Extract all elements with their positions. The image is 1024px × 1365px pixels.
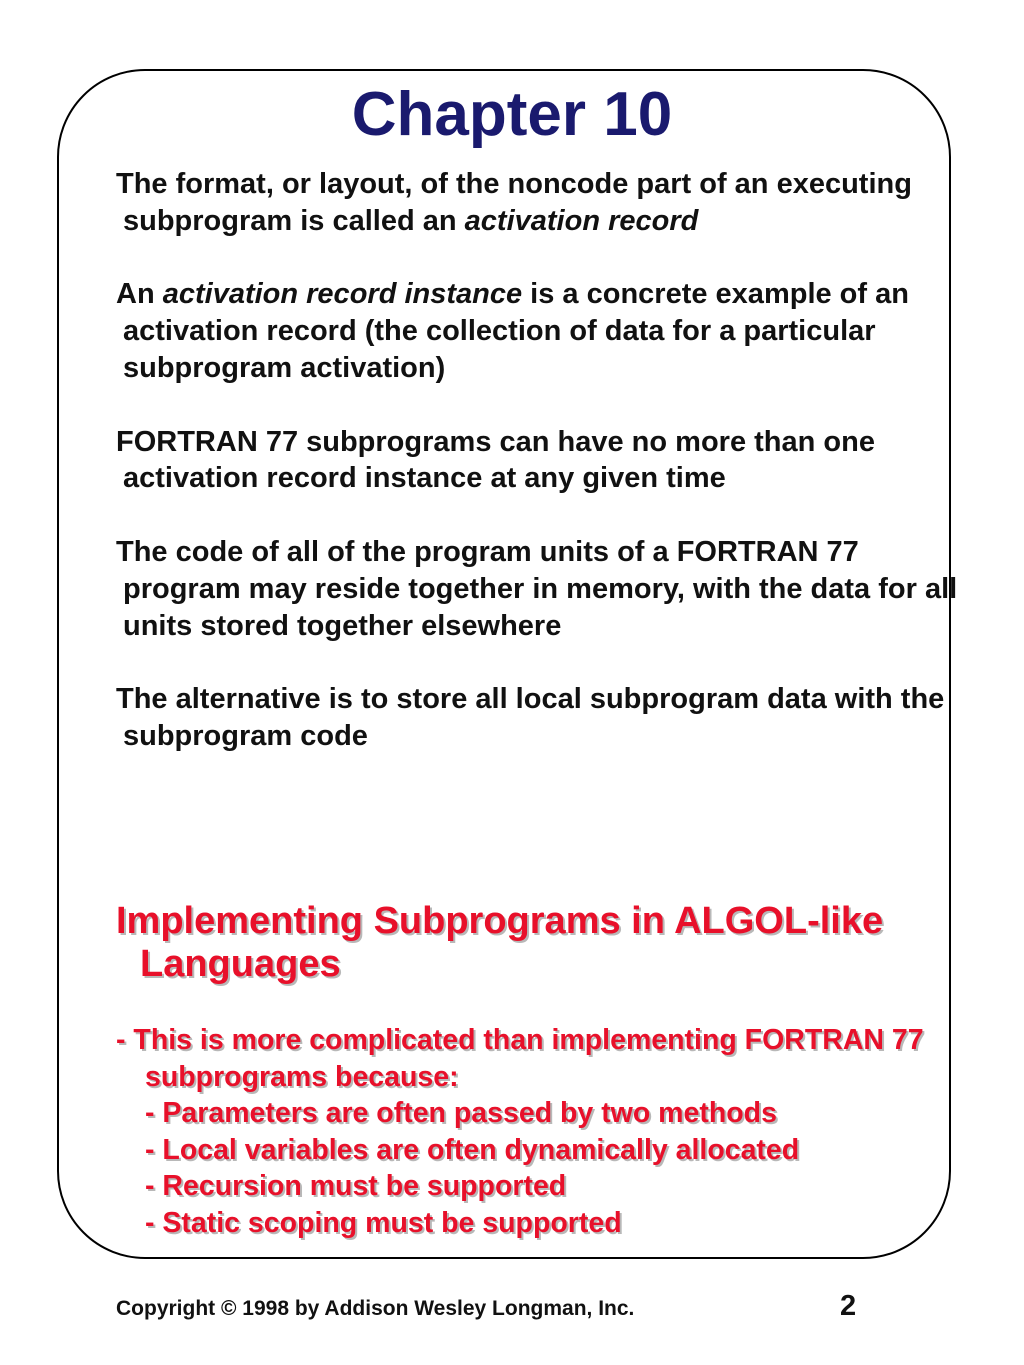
section-heading: Implementing Subprograms in ALGOL-like Languages xyxy=(116,900,884,985)
list-item: - Local variables are often dynamically allocated xyxy=(145,1133,800,1166)
reasons-list xyxy=(116,1095,966,1241)
list-item: - Parameters are often passed by two methods xyxy=(145,1097,777,1129)
algol-section xyxy=(116,900,966,1241)
term-activation-record: activation record xyxy=(464,204,699,237)
section-lead: - This is more complicated than implementing FORTRAN 77 subprograms because: xyxy=(116,1024,924,1093)
term-activation-record-instance: activation record instance xyxy=(162,278,523,311)
paragraph-fortran-limit: FORTRAN 77 subprograms can have no more than one activation record instance at any given time xyxy=(116,425,875,495)
body-paragraphs xyxy=(116,166,966,792)
list-item: - Static scoping must be supported xyxy=(145,1206,622,1239)
paragraph-alternative: The alternative is to store all local subprogram data with the subprogram code xyxy=(116,683,945,752)
footer-copyright: Copyright © 1998 by Addison Wesley Longman, Inc. xyxy=(116,1297,635,1320)
slide-title: Chapter 10 xyxy=(351,80,673,149)
paragraph-activation-record: The format, or layout, of the noncode part of an executing subprogram is called an activation record xyxy=(116,168,912,237)
page-number: 2 xyxy=(840,1290,857,1322)
list-item: - Recursion must be supported xyxy=(145,1170,567,1202)
paragraph-activation-record-instance: An activation record instance is a concrete example of an activation record (the collection of data for a particular subprogram activation) xyxy=(116,278,909,384)
paragraph-code-layout: The code of all of the program units of a FORTRAN 77 program may reside together in memory, with the data for all units stored together elsewhere xyxy=(116,535,958,642)
